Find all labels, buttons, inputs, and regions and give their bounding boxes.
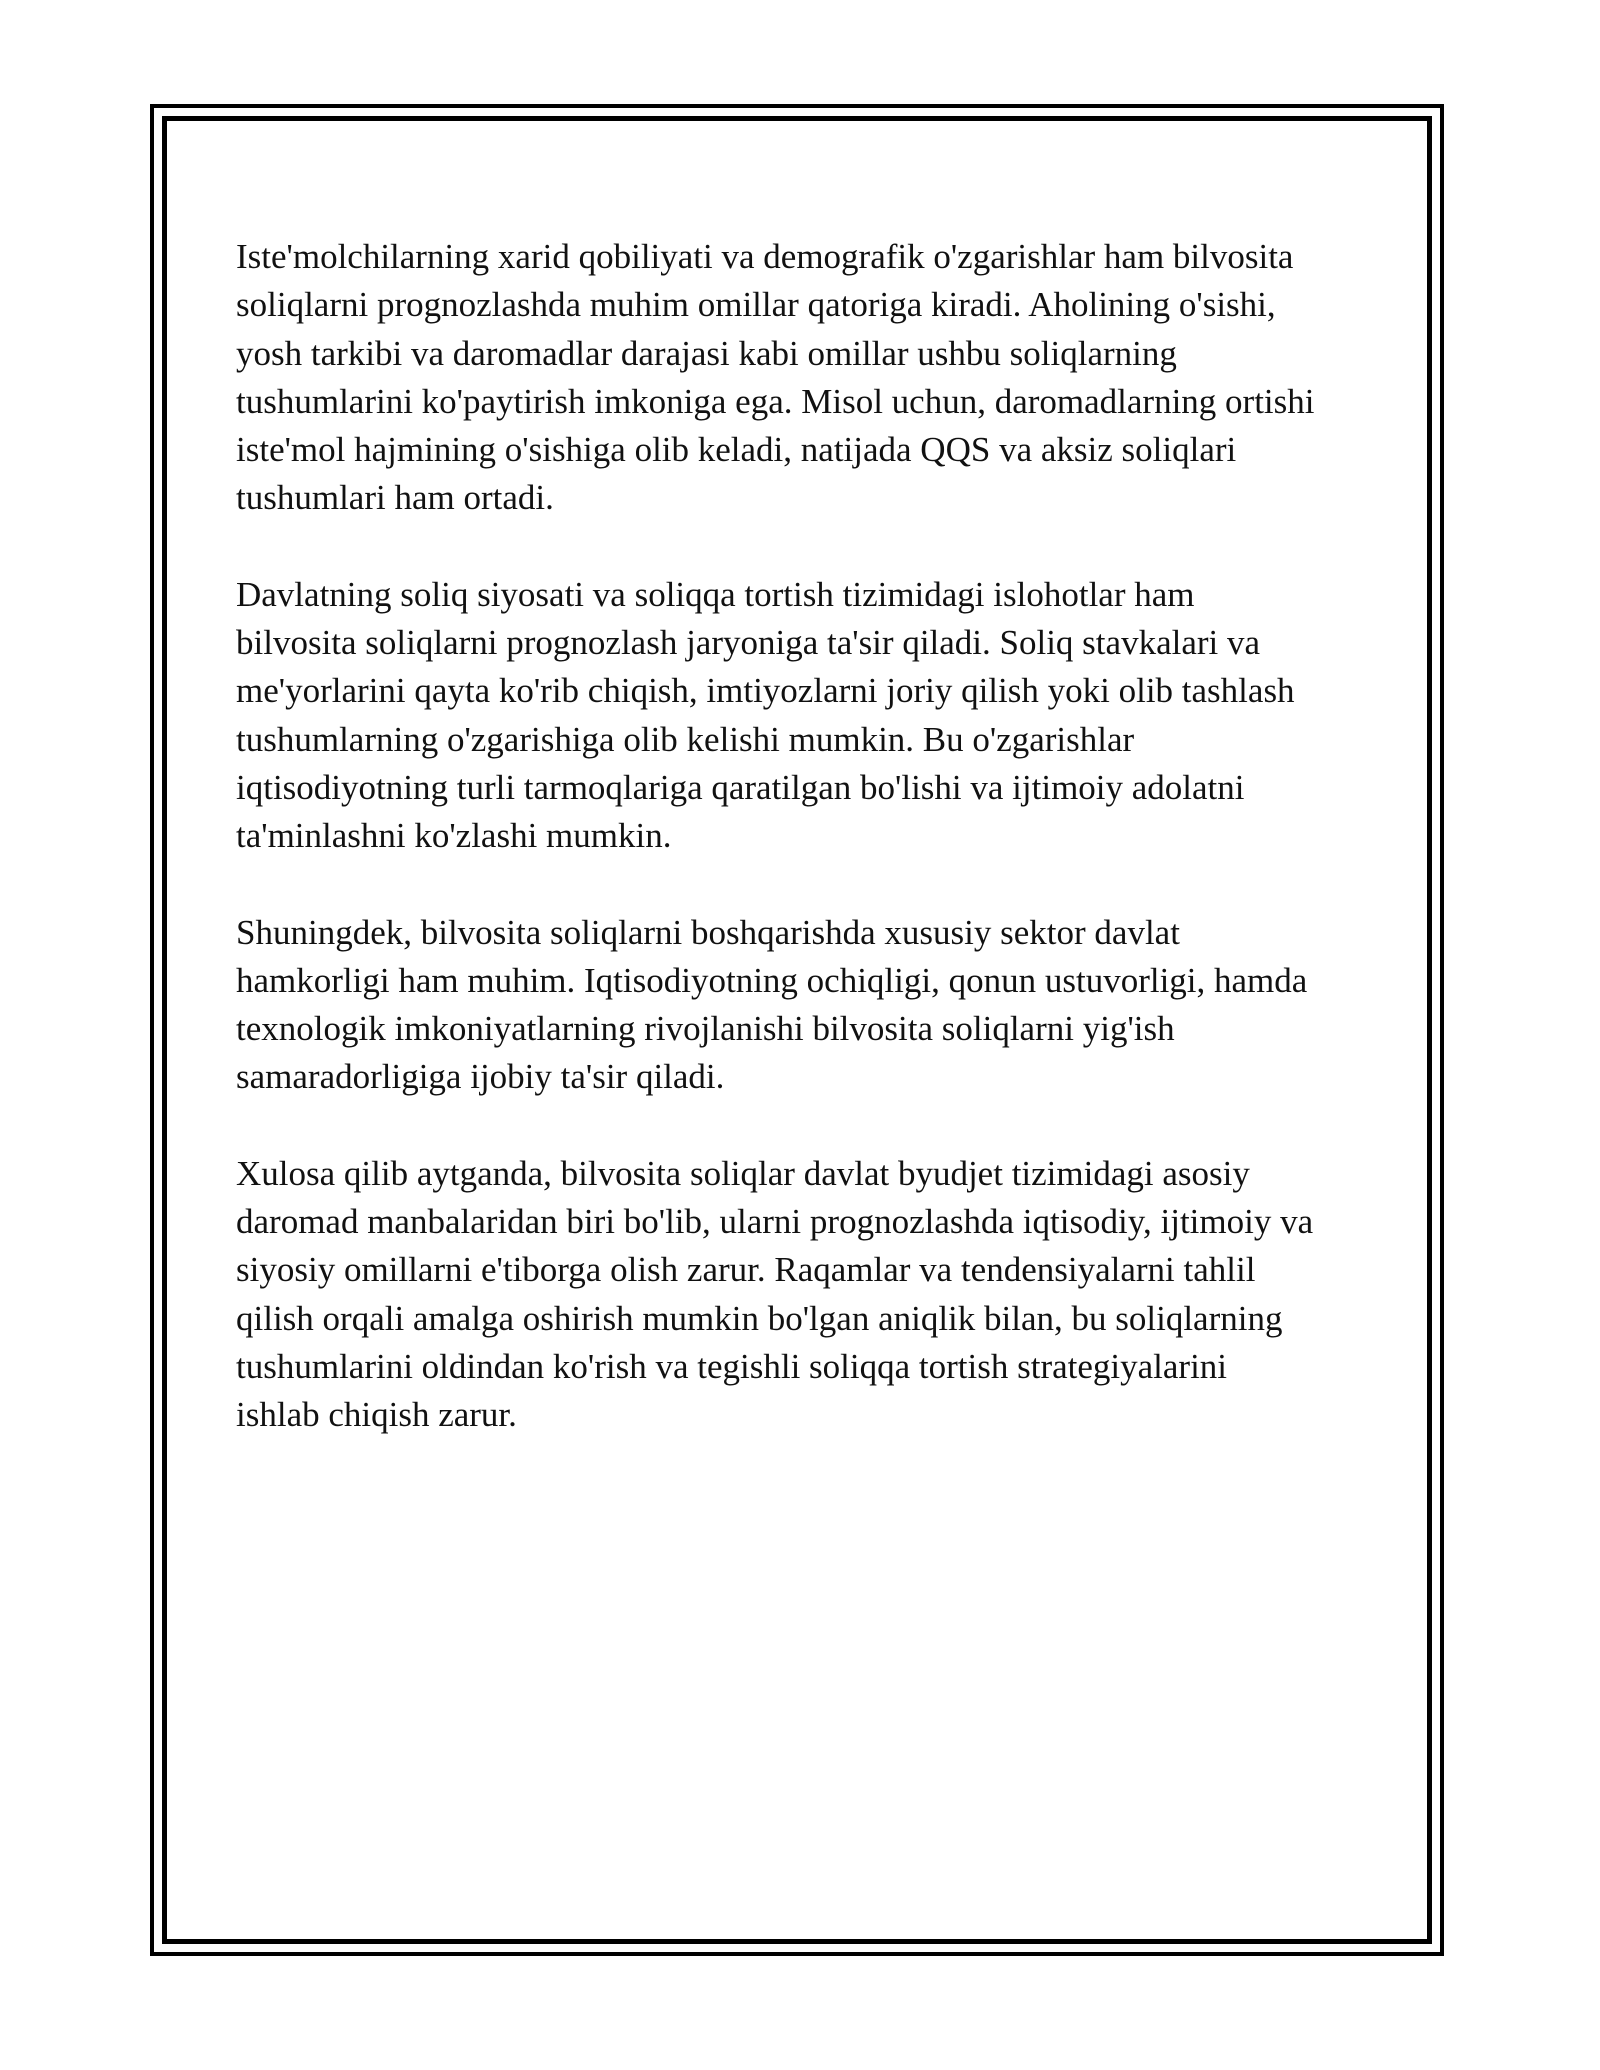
text-line: tushumlarini oldindan ko'rish va tegishli soliqqa tortish strategiyalarini (236, 1346, 1228, 1386)
document-body (236, 233, 1396, 1488)
text-line: ishlab chiqish zarur. (236, 1395, 517, 1435)
text-line: iqtisodiyotning turli tarmoqlariga qaratilgan bo'lishi va ijtimoiy adolatni (236, 767, 1245, 807)
text-line: daromad manbalaridan biri bo'lib, ularni prognozlashda iqtisodiy, ijtimoiy va (236, 1202, 1314, 1242)
text-line: Shuningdek, bilvosita soliqlarni boshqarishda xususiy sektor davlat (236, 912, 1180, 952)
text-line: bilvosita soliqlarni prognozlash jaryoniga ta'sir qiladi. Soliq stavkalari va (236, 623, 1261, 663)
text-line: texnologik imkoniyatlarning rivojlanishi bilvosita soliqlarni yig'ish (236, 1009, 1175, 1049)
text-line: Davlatning soliq siyosati va soliqqa tortish tizimidagi islohotlar ham (236, 574, 1195, 614)
text-line: tushumlarning o'zgarishiga olib kelishi mumkin. Bu o'zgarishlar (236, 719, 1135, 759)
text-line: samaradorligiga ijobiy ta'sir qiladi. (236, 1057, 725, 1097)
text-line: ta'minlashni ko'zlashi mumkin. (236, 816, 672, 856)
text-line: tushumlari ham ortadi. (236, 478, 554, 518)
text-line: soliqlarni prognozlashda muhim omillar qatoriga kiradi. Aholining o'sishi, (236, 285, 1276, 325)
text-line: hamkorligi ham muhim. Iqtisodiyotning ochiqligi, qonun ustuvorligi, hamda (236, 960, 1308, 1000)
text-line: tushumlarini ko'paytirish imkoniga ega. Misol uchun, daromadlarning ortishi (236, 381, 1315, 421)
text-line: me'yorlarini qayta ko'rib chiqish, imtiyozlarni joriy qilish yoki olib tashlash (236, 671, 1295, 711)
text-line: iste'mol hajmining o'sishiga olib keladi, natijada QQS va aksiz soliqlari (236, 430, 1237, 470)
text-line: Iste'molchilarning xarid qobiliyati va demografik o'zgarishlar ham bilvosita (236, 237, 1294, 276)
text-line: Xulosa qilib aytganda, bilvosita soliqlar davlat byudjet tizimidagi asosiy (236, 1153, 1250, 1193)
paragraph-3 (236, 909, 1396, 1102)
text-line: siyosiy omillarni e'tiborga olish zarur. Raqamlar va tendensiyalarni tahlil (236, 1250, 1256, 1290)
paragraph-4 (236, 1150, 1396, 1440)
paragraph-1 (236, 233, 1396, 523)
paragraph-2 (236, 571, 1396, 861)
text-line: yosh tarkibi va daromadlar darajasi kabi omillar ushbu soliqlarning (236, 333, 1177, 373)
text-line: qilish orqali amalga oshirish mumkin bo'lgan aniqlik bilan, bu soliqlarning (236, 1298, 1283, 1338)
